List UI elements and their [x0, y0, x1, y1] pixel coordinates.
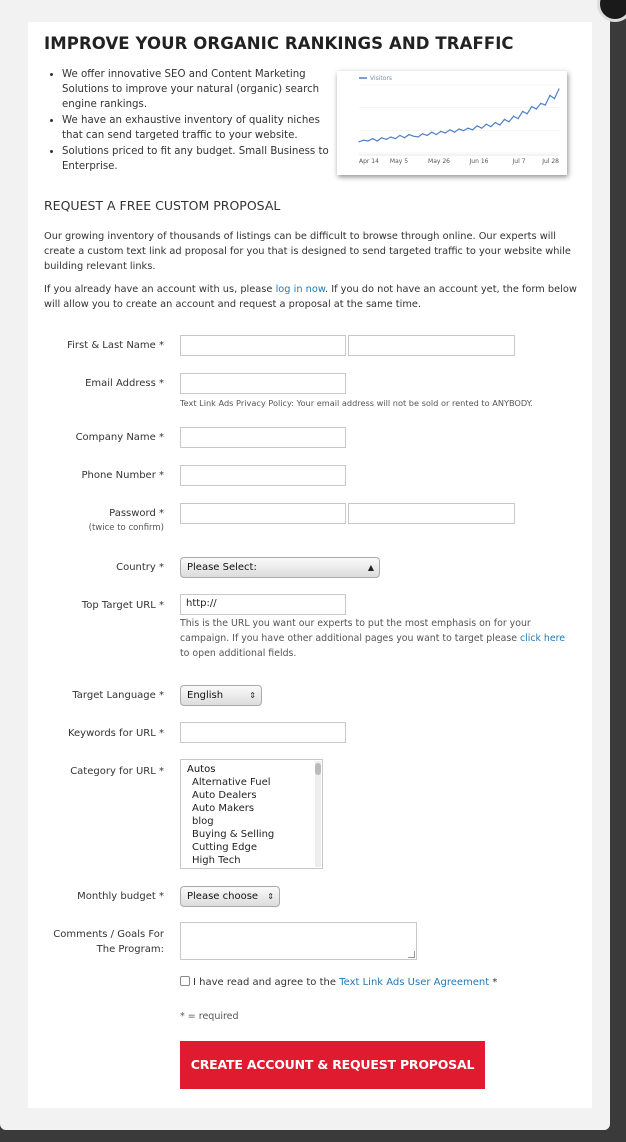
category-option[interactable]: High Tech — [192, 855, 241, 866]
page-title: IMPROVE YOUR ORGANIC RANKINGS AND TRAFFIC — [44, 34, 514, 53]
url-help-after: to open additional fields. — [180, 648, 297, 659]
x-tick-label: Jun 16 — [469, 158, 489, 165]
feature-item: • We offer innovative SEO and Content Marketing Solutions to improve your natural (organic) search engine rankings. — [62, 67, 332, 112]
data-point — [486, 124, 487, 125]
comments-label-line1: Comments / Goals For — [53, 929, 164, 940]
agreement-row — [180, 976, 497, 988]
url-help-before: This is the URL you want our experts to put the most emphasis on for your campaign. If you have other additional pages you want to target please — [180, 618, 531, 644]
x-tick-label: Jul 28 — [542, 158, 559, 165]
name-label: First & Last Name * — [67, 340, 164, 351]
agreement-checkbox[interactable] — [180, 976, 190, 986]
email-label: Email Address * — [85, 378, 164, 389]
agreement-text-before: I have read and agree to the — [193, 977, 340, 988]
data-point — [377, 140, 378, 141]
email-input[interactable] — [180, 373, 346, 394]
data-point — [436, 134, 437, 135]
language-select-value: English — [187, 690, 224, 701]
email-privacy-note: Text Link Ads Privacy Policy: Your email address will not be sold or rented to ANYBODY. — [180, 398, 533, 408]
data-point — [390, 136, 391, 137]
resize-grip-icon[interactable] — [408, 951, 415, 958]
phone-label: Phone Number * — [81, 470, 164, 481]
category-label: Category for URL * — [70, 766, 164, 777]
x-tick-label: May 26 — [428, 158, 450, 165]
category-option[interactable]: Alternative Fuel — [192, 777, 271, 788]
data-point — [522, 111, 523, 112]
login-text-before: If you already have an account with us, please — [44, 284, 276, 295]
data-point — [508, 121, 509, 122]
data-point — [558, 88, 559, 89]
data-point — [504, 119, 505, 120]
country-select-value: Please Select: — [187, 562, 257, 573]
data-point — [422, 133, 423, 134]
x-tick-label: Apr 14 — [359, 158, 379, 165]
category-group: Autos — [187, 764, 216, 775]
data-point — [408, 134, 409, 135]
login-link[interactable]: log in now — [275, 284, 325, 295]
url-label: Top Target URL * — [81, 600, 164, 611]
visitors-chart — [337, 71, 567, 175]
select-arrows-icon: ▲︎ — [367, 563, 374, 572]
user-agreement-link[interactable]: Text Link Ads User Agreement — [339, 977, 490, 988]
company-input[interactable] — [180, 427, 346, 448]
data-point — [367, 140, 368, 141]
scrollbar-thumb[interactable] — [315, 763, 321, 775]
login-text-after: . If you do not have an account yet, the form below will allow you to create an account and request a proposal at the same time. — [44, 284, 577, 310]
url-input[interactable]: http:// — [180, 594, 346, 615]
comments-label-line2: The Program: — [96, 944, 164, 955]
data-point — [517, 118, 518, 119]
url-help-text — [180, 616, 575, 661]
proposal-panel — [28, 22, 592, 1108]
last-name-input[interactable] — [348, 335, 515, 356]
category-listbox[interactable] — [180, 759, 323, 869]
login-paragraph — [44, 282, 584, 312]
password-label — [89, 506, 164, 536]
category-option[interactable]: Buying & Selling — [192, 829, 275, 840]
category-option[interactable]: Auto Dealers — [192, 790, 257, 801]
legend-label: Visitors — [370, 75, 393, 82]
comments-label — [53, 927, 164, 957]
data-point — [490, 126, 491, 127]
data-point — [554, 98, 555, 99]
budget-select-value: Please choose — [187, 891, 259, 902]
data-point — [513, 116, 514, 117]
data-point — [540, 103, 541, 104]
data-point — [477, 125, 478, 126]
x-tick-label: Jul 7 — [512, 158, 526, 165]
company-label: Company Name * — [75, 432, 164, 443]
first-name-input[interactable] — [180, 335, 346, 356]
data-point — [372, 138, 373, 139]
data-point — [417, 136, 418, 137]
password-sublabel: (twice to confirm) — [88, 523, 164, 533]
required-note: * = required — [180, 1011, 239, 1022]
data-point — [495, 122, 496, 123]
language-select[interactable] — [180, 685, 262, 706]
data-point — [395, 138, 396, 139]
select-arrows-icon: ⇕ — [249, 691, 256, 700]
listbox-scrollbar[interactable] — [315, 761, 321, 867]
data-point — [549, 95, 550, 96]
data-point — [363, 140, 364, 141]
feature-item: • Solutions priced to fit any budget. Small Business to Enterprise. — [62, 144, 332, 174]
select-arrows-icon: ⇕ — [267, 892, 274, 901]
password-input[interactable] — [180, 503, 346, 524]
phone-input[interactable] — [180, 465, 346, 486]
category-option[interactable]: blog — [192, 816, 214, 827]
feature-list — [44, 67, 332, 175]
budget-label: Monthly budget * — [77, 891, 164, 902]
data-point — [536, 108, 537, 109]
data-point — [449, 129, 450, 130]
data-point — [358, 141, 359, 142]
data-point — [527, 113, 528, 114]
data-point — [413, 136, 414, 137]
data-point — [404, 137, 405, 138]
password-confirm-input[interactable] — [348, 503, 515, 524]
agreement-text-after: * — [489, 977, 498, 988]
comments-textarea[interactable] — [180, 922, 417, 960]
data-point — [458, 128, 459, 129]
data-point — [467, 128, 468, 129]
category-option[interactable]: Auto Makers — [192, 803, 255, 814]
data-point — [545, 104, 546, 105]
data-point — [381, 137, 382, 138]
language-label: Target Language * — [72, 690, 164, 701]
budget-select[interactable] — [180, 886, 280, 907]
additional-fields-link[interactable]: click here — [520, 633, 566, 644]
data-point — [431, 132, 432, 133]
category-option[interactable]: Cutting Edge — [192, 842, 257, 853]
data-point — [463, 130, 464, 131]
keywords-input[interactable] — [180, 722, 346, 743]
data-point — [454, 132, 455, 133]
password-label-text: Password * — [109, 508, 164, 519]
country-select[interactable] — [180, 557, 380, 578]
data-point — [399, 135, 400, 136]
intro-paragraph: Our growing inventory of thousands of listings can be difficult to browse through online. Our experts will create a custom text link ad proposal for you that is designed to send targeted traffic to your website while building relevant links. — [44, 231, 571, 272]
data-point — [472, 129, 473, 130]
data-point — [531, 106, 532, 107]
data-point — [440, 131, 441, 132]
data-point — [427, 135, 428, 136]
data-point — [445, 132, 446, 133]
section-heading: REQUEST A FREE CUSTOM PROPOSAL — [44, 198, 281, 213]
feature-item: • We have an exhaustive inventory of quality niches that can send targeted traffic to your website. — [62, 113, 332, 143]
x-tick-label: May 5 — [389, 158, 409, 165]
country-label: Country * — [116, 562, 164, 573]
keywords-label: Keywords for URL * — [67, 728, 164, 739]
create-account-button[interactable]: CREATE ACCOUNT & REQUEST PROPOSAL — [180, 1041, 485, 1089]
data-point — [499, 124, 500, 125]
data-point — [481, 128, 482, 129]
data-point — [386, 139, 387, 140]
